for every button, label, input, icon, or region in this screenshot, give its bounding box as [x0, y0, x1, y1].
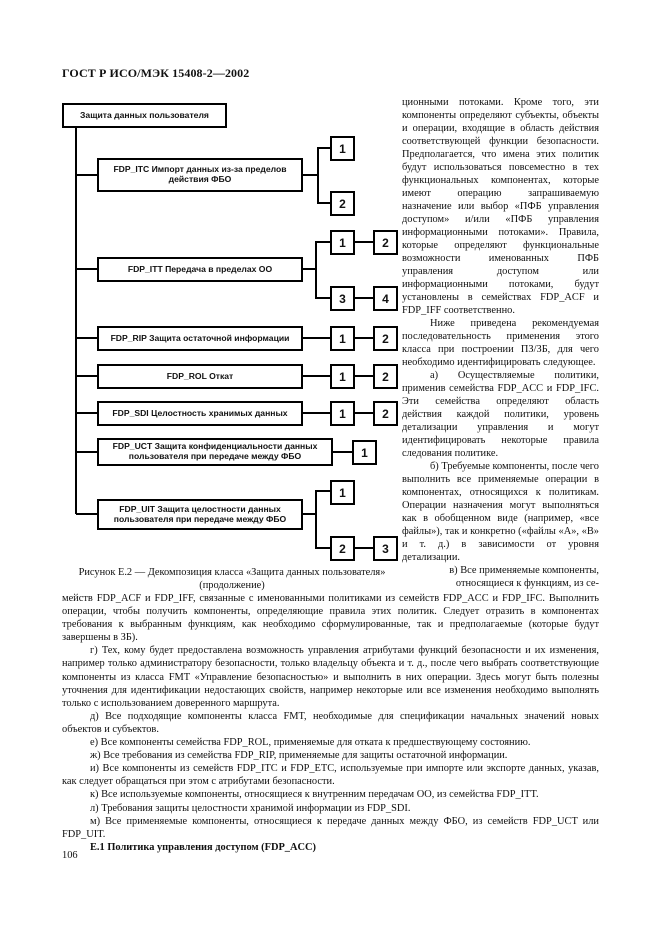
component-box: 2 — [373, 364, 398, 389]
class-root-box: Защита данных пользователя — [62, 103, 227, 128]
component-box: 3 — [373, 536, 398, 561]
caption-line: (продолжение) — [199, 579, 265, 591]
paragraph: и) Все компоненты из семейств FDP_ITC и FDP_ETC, используемые при импорте или экспорте данных, указав, как следует обращаться при этом с атрибутами безопасности. — [62, 763, 599, 788]
component-box: 1 — [330, 364, 355, 389]
paragraph: к) Все используемые компоненты, относящиеся к внутренним передачам ОО, из семейства FDP_ITT. — [90, 789, 539, 801]
component-box: 1 — [330, 480, 355, 505]
component-box: 4 — [373, 286, 398, 311]
paragraph: в) Все применяемые компоненты, относящиеся к функциям, из се- — [449, 565, 599, 589]
body-text — [62, 592, 599, 854]
component-box: 2 — [373, 230, 398, 255]
component-box: 2 — [373, 401, 398, 426]
component-box: 1 — [352, 440, 377, 465]
paragraph: а) Осуществляемые политики, применив семейства FDP_ACC и FDP_IFC. Эти семейства определяют область действия каждой политики, уровень детализации управления и могут идентифицировать некоторые правила следования политике. — [402, 370, 599, 459]
component-box: 1 — [330, 326, 355, 351]
paragraph: ж) Все требования из семейства FDP_RIP, применяемые для защиты остаточной информации. — [90, 750, 508, 762]
page-number: 106 — [62, 850, 78, 861]
caption-line: Рисунок Е.2 — Декомпозиция класса «Защита данных пользователя» — [78, 567, 386, 578]
section-heading: Е.1 Политика управления доступом (FDP_ACC) — [90, 841, 316, 853]
family-box-fdp-rip: FDP_RIP Защита остаточной информации — [97, 326, 303, 351]
family-box-fdp-uct: FDP_UCT Защита конфиденциальности данных пользователя при передаче между ФБО — [97, 438, 333, 466]
family-box-fdp-itc: FDP_ITC Импорт данных из-за пределов действия ФБО — [97, 158, 303, 192]
right-column-text — [402, 96, 599, 590]
family-box-fdp-uit: FDP_UIT Защита целостности данных пользователя при передаче между ФБО — [97, 499, 303, 530]
family-box-fdp-rol: FDP_ROL Откат — [97, 364, 303, 389]
figure-caption — [62, 567, 402, 592]
component-box: 1 — [330, 136, 355, 161]
paragraph: мейств FDP_ACF и FDP_IFF, связанные с именованными политиками из семейств FDP_ACC и FDP_IFC. Выполнить операции, чтобы получить компоненты, определяющие правила этих политик. Следует отразить в компонентах требования к выбранным функциям, как необходимо сформулированные, так и предполагаемые (которые будут завершены в ЗБ). — [62, 593, 599, 644]
paragraph: л) Требования защиты целостности хранимой информации из FDP_SDI. — [90, 802, 411, 814]
document-header: ГОСТ Р ИСО/МЭК 15408-2—2002 — [62, 66, 250, 80]
family-box-fdp-itt: FDP_ITT Передача в пределах ОО — [97, 257, 303, 282]
paragraph: Ниже приведена рекомендуемая последовательность применения этого класса при построении ПЗ/ЗБ, для чего необходимо идентифицировать следующее. — [402, 318, 599, 368]
paragraph: м) Все применяемые компоненты, относящиеся к передаче данных между ФБО, из семейств FDP_UCT или FDP_UIT. — [62, 815, 599, 840]
component-box: 2 — [330, 536, 355, 561]
paragraph: ционными потоками. Кроме того, эти компоненты определяют субъекты, объекты и операции, входящие в область действия соответствующей функции безопасности. Предполагается, что имена этих политик будут использоваться повсеместно в тех функциональных компонентах, которые имеют операцию запрашиваемую назначение или выбор «ПФБ управления доступом» и/или «ПФБ управления информационными потоками». Правила, которые определяют функциональные возможности именованных ПФБ управления доступом или информационными потоками, будут установлены в семействах FDP_ACF и FDP_IFF соответственно. — [402, 97, 599, 316]
paragraph: г) Тех, кому будет предоставлена возможность управления атрибутами функций безопасности и их изменения, например только администратору безопасности, только владельцу объекта и т. д., после чего выбрать соответствующие компоненты из класса FMT «Управление безопасностью» и выполнить в них операции. Здесь могут быть полезны уточнения для идентификации недостающих свойств, например некоторые или все изменения необходимо выполнять только с использованием доверенного маршрута. — [62, 645, 599, 709]
component-box: 2 — [373, 326, 398, 351]
component-box: 3 — [330, 286, 355, 311]
paragraph: д) Все подходящие компоненты класса FMT, необходимые для спецификации начальных значений новых объектов и субъектов. — [62, 710, 599, 735]
component-box: 2 — [330, 191, 355, 216]
component-box: 1 — [330, 230, 355, 255]
family-box-fdp-sdi: FDP_SDI Целостность хранимых данных — [97, 401, 303, 426]
component-box: 1 — [330, 401, 355, 426]
paragraph: б) Требуемые компоненты, после чего выполнить все применяемые операции в компонентах, относящихся к политикам. Операции назначения могут выполняться как в обобщенном виде (например, «все файлы»), так и конкретно («файлы «А», «В» и т. д.) в зависимости от уровня детализации. — [402, 461, 599, 563]
paragraph: е) Все компоненты семейства FDP_ROL, применяемые для отката к предшествующему состоянию. — [90, 737, 531, 749]
